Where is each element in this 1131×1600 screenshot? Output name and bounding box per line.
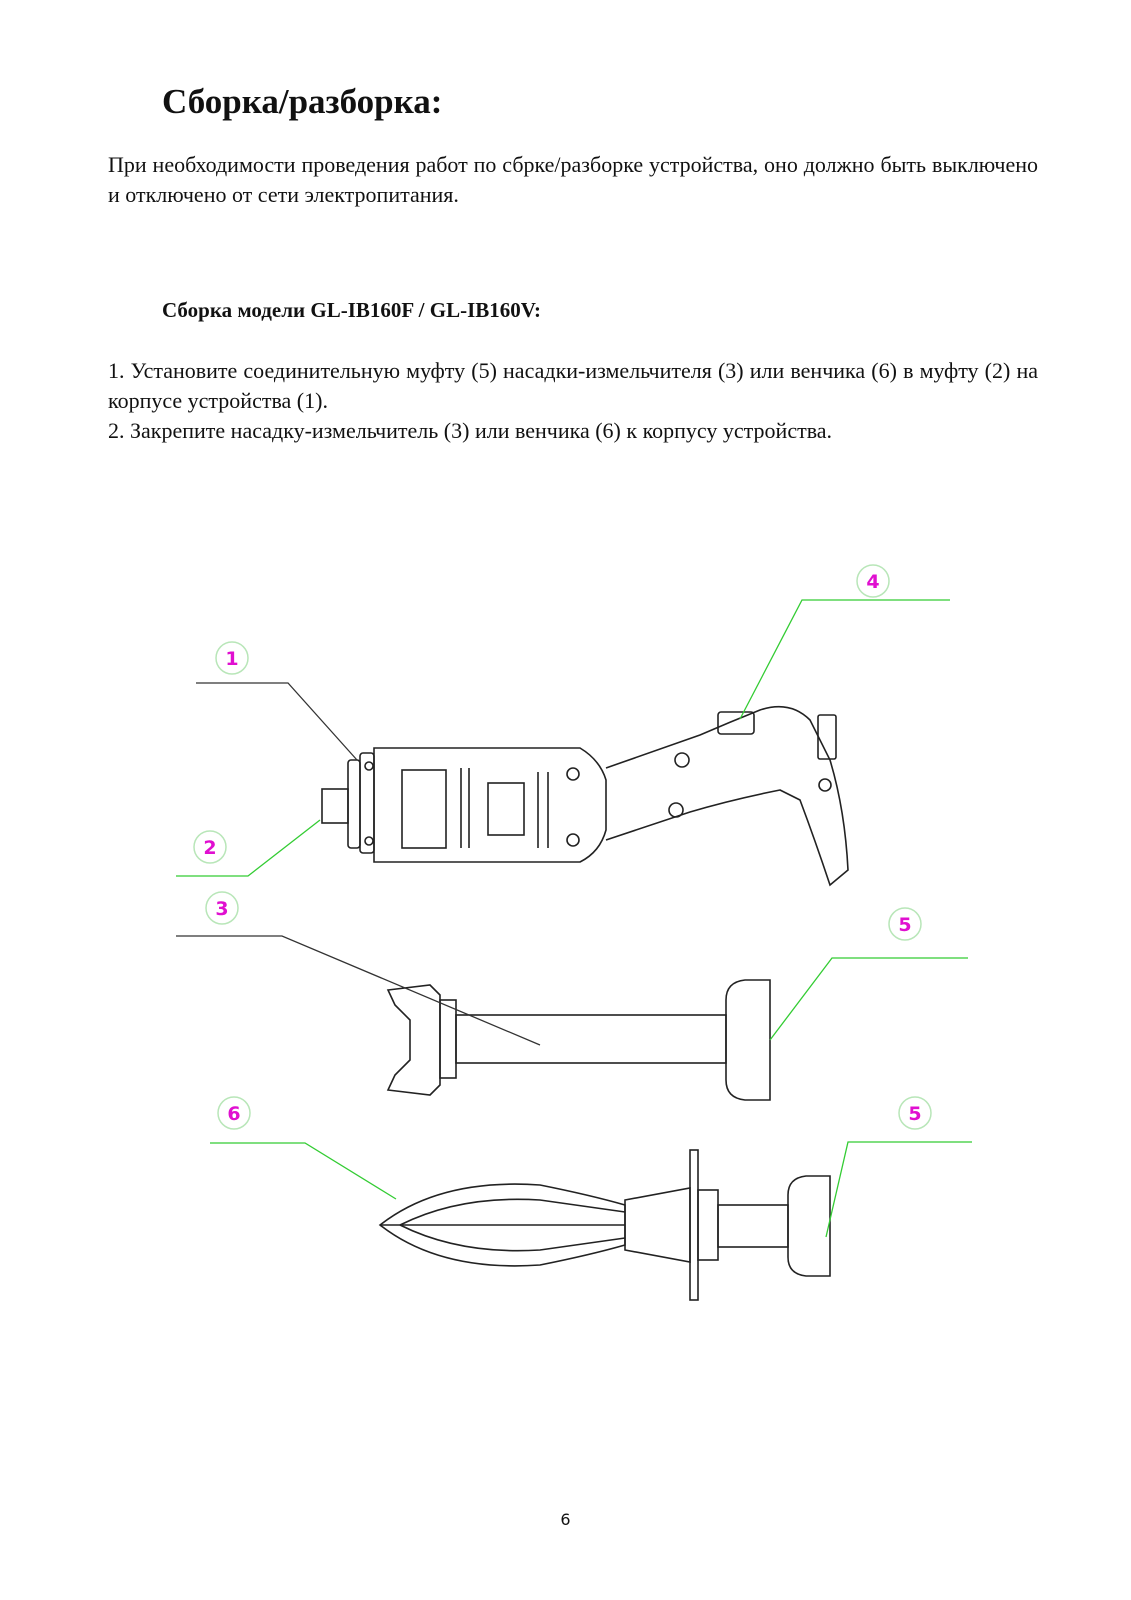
callout-3-number: 3 (215, 898, 229, 920)
callout-4 (857, 565, 889, 597)
callout-2-number: 2 (203, 837, 217, 859)
instruction-steps (108, 356, 1038, 446)
page-number: 6 (560, 1510, 571, 1529)
assembly-diagram (0, 540, 1131, 1320)
callout-6 (218, 1097, 250, 1129)
callout-3 (206, 892, 238, 924)
page-title: Сборка/разборка: (162, 82, 443, 121)
callout-4-number: 4 (866, 571, 880, 593)
callout-5-lower (899, 1097, 931, 1129)
step-2: 2. Закрепите насадку-измельчитель (3) или венчика (6) к корпусу устройства. (108, 418, 833, 443)
callout-5-lower-number: 5 (908, 1103, 922, 1125)
section-subtitle: Сборка модели GL-IB160F / GL-IB160V: (162, 298, 541, 322)
intro-paragraph: При необходимости проведения работ по сбрке/разборке устройства, оно должно быть выключено и отключено от сети электропитания. (108, 152, 1038, 207)
callout-1 (216, 642, 248, 674)
leader-lines (176, 600, 972, 1237)
callout-5-upper-number: 5 (898, 914, 912, 936)
callout-2 (194, 831, 226, 863)
motor-body-drawing (322, 707, 848, 1300)
callout-5-upper (889, 908, 921, 940)
callout-1-number: 1 (225, 648, 239, 670)
callout-6-number: 6 (227, 1103, 241, 1125)
step-1: 1. Установите соединительную муфту (5) насадки-измельчителя (3) или венчика (6) в муфту (2) на корпусе устройства (1). (108, 358, 1038, 413)
